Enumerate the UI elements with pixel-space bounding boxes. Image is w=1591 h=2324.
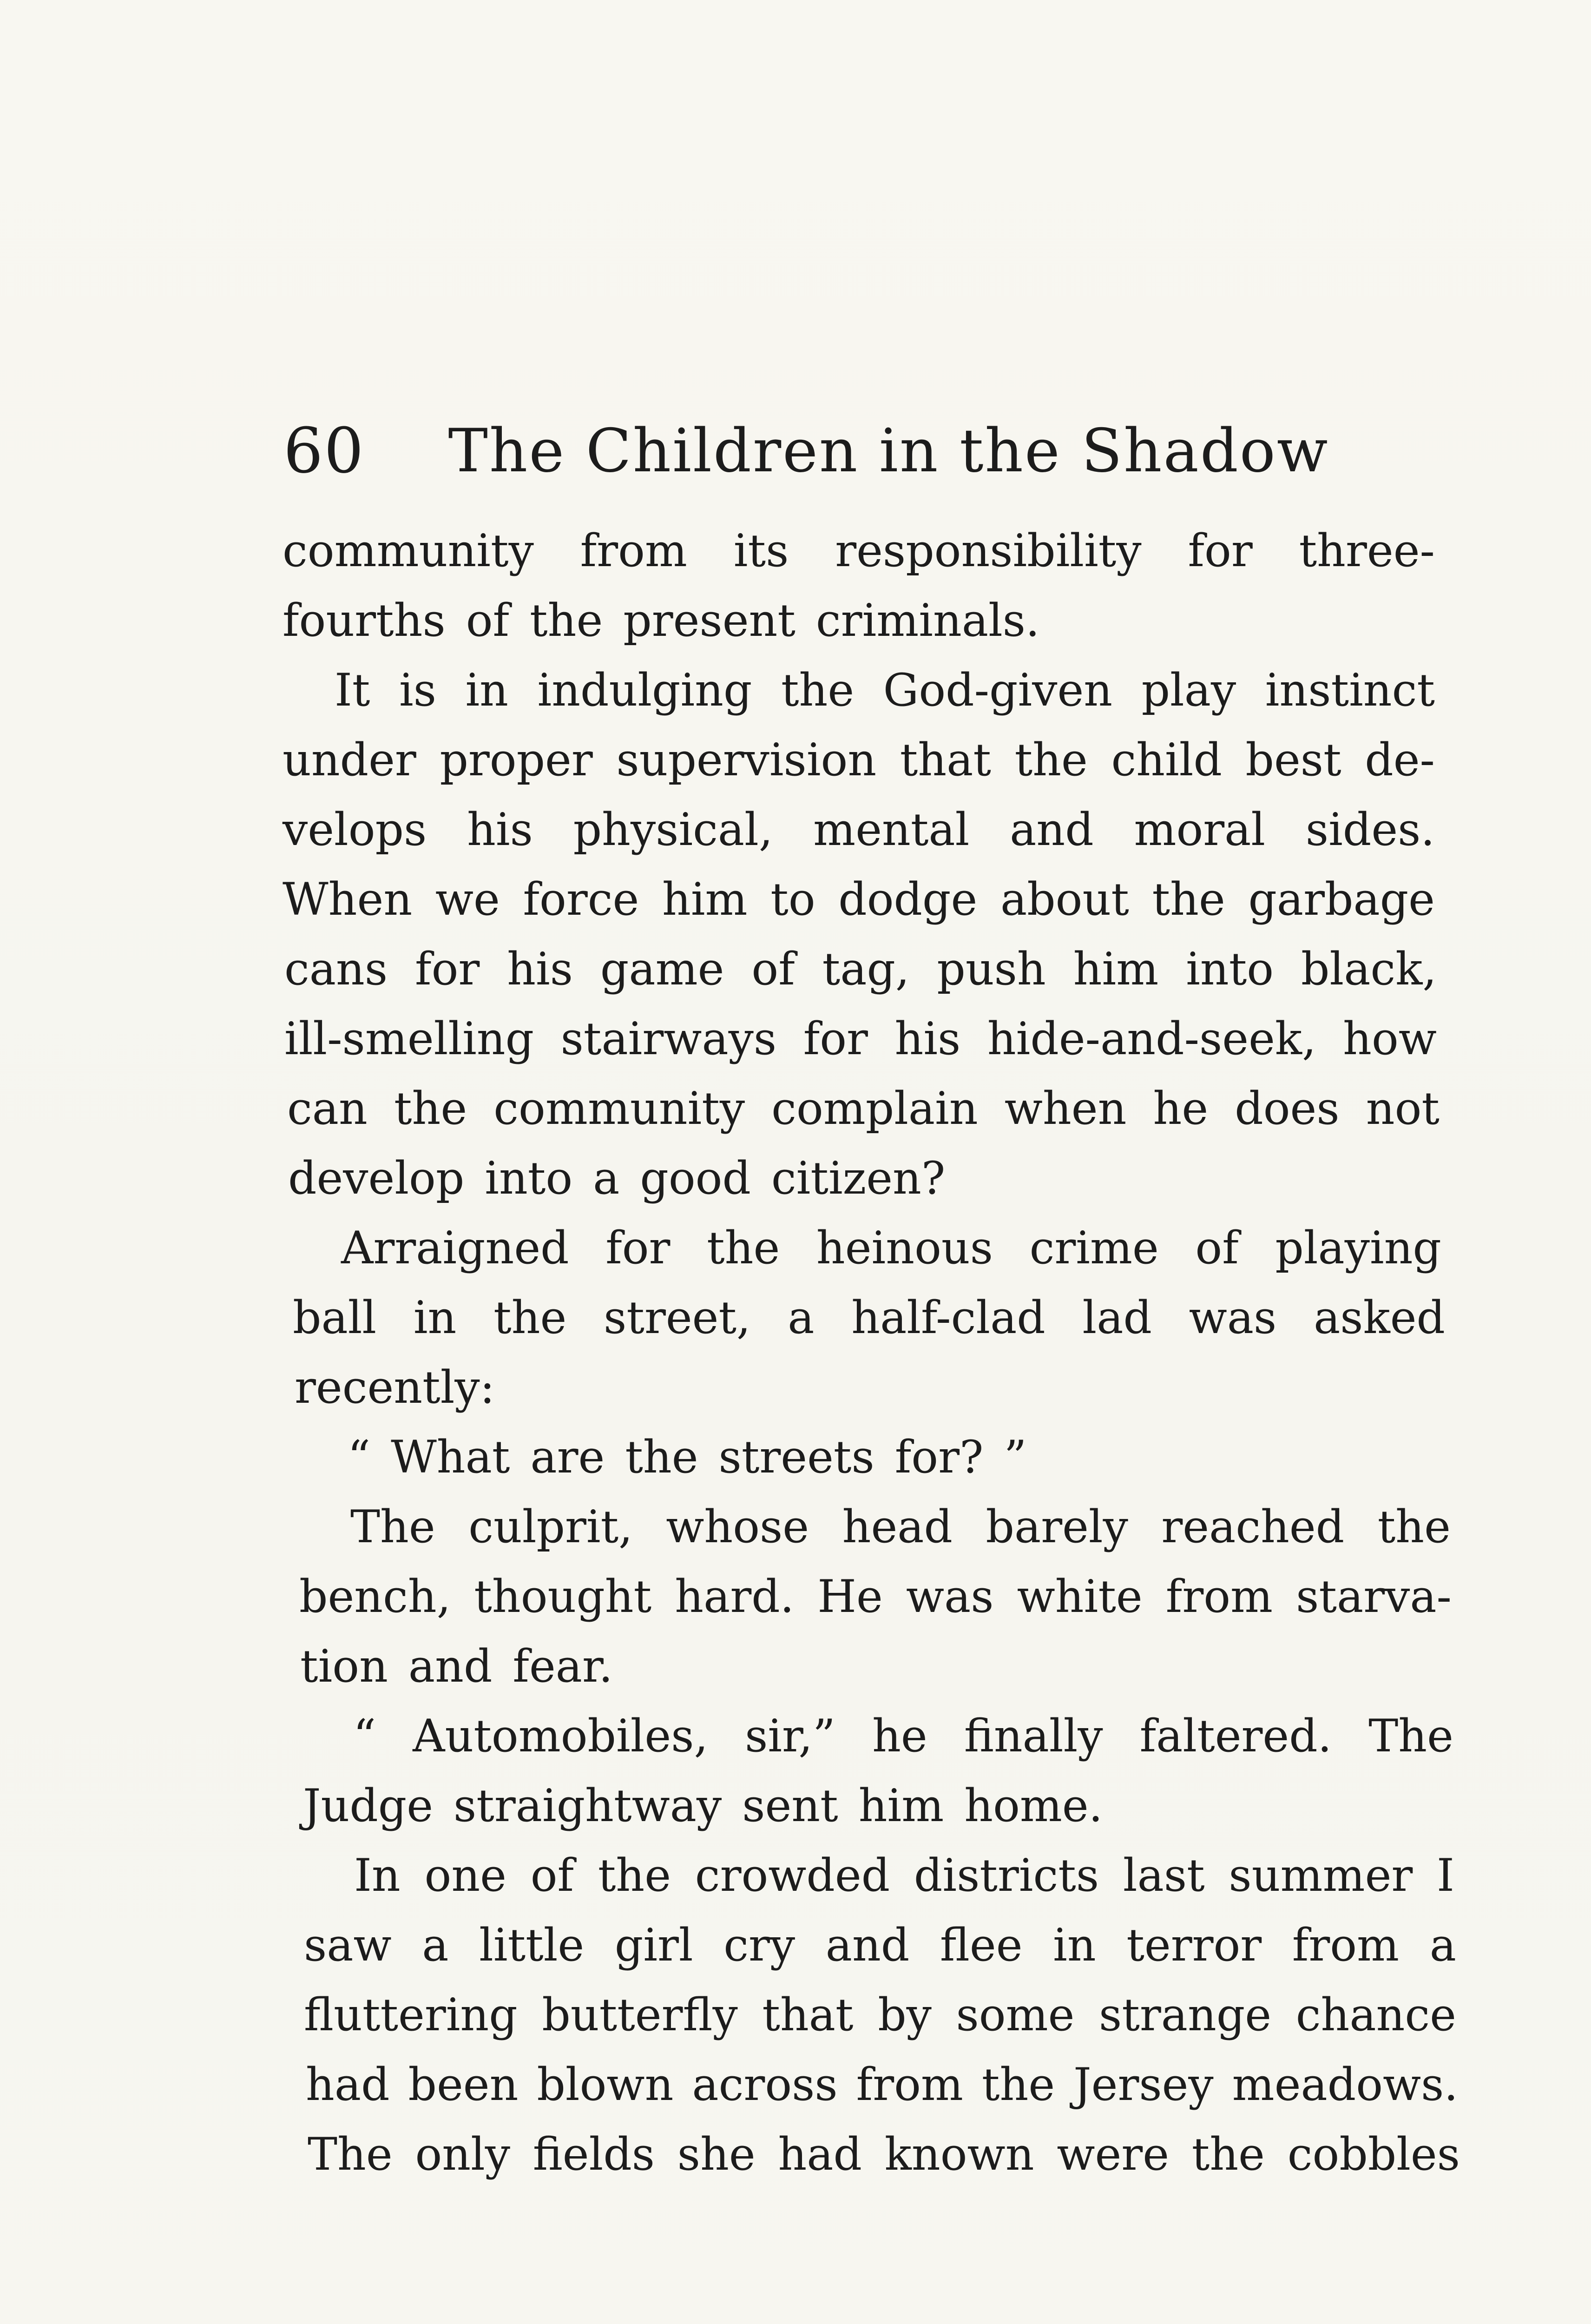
word: blown xyxy=(537,2059,674,2111)
word: barely xyxy=(986,1501,1128,1553)
word: only xyxy=(415,2128,510,2180)
text-line xyxy=(303,1771,1455,1841)
word: were xyxy=(1057,2128,1169,2180)
word: hide-and-seek, xyxy=(987,1013,1316,1065)
word: “ xyxy=(353,1710,376,1762)
word: crowded xyxy=(695,1849,890,1901)
word: develop xyxy=(288,1152,465,1204)
word: stairways xyxy=(560,1013,777,1065)
text-line xyxy=(283,586,1435,655)
word: the xyxy=(598,1849,671,1901)
word: does xyxy=(1235,1083,1340,1135)
word: citizen? xyxy=(771,1152,946,1204)
word: de- xyxy=(1365,734,1435,786)
word: Judge xyxy=(303,1780,434,1832)
word: in xyxy=(465,664,508,716)
word: girl xyxy=(614,1919,693,1971)
text-line xyxy=(284,1004,1437,1074)
word: been xyxy=(408,2059,519,2111)
word: little xyxy=(479,1919,585,1971)
word: from xyxy=(580,525,687,577)
text-line xyxy=(283,865,1435,934)
word: mental xyxy=(813,804,970,856)
word: supervision xyxy=(616,734,877,786)
word: hard. xyxy=(675,1571,795,1623)
word: heinous xyxy=(816,1222,993,1274)
word: when xyxy=(1004,1083,1127,1135)
word: a xyxy=(422,1919,449,1971)
word: for xyxy=(803,1013,868,1065)
text-line xyxy=(295,1353,1447,1422)
text-line xyxy=(283,795,1435,865)
text-line xyxy=(300,1631,1453,1701)
word: reached xyxy=(1161,1501,1345,1553)
word: fields xyxy=(533,2128,655,2180)
word: and xyxy=(408,1640,493,1692)
word: ill-smelling xyxy=(284,1013,534,1065)
word: tag, xyxy=(822,943,910,995)
word: to xyxy=(770,873,815,925)
word: his xyxy=(894,1013,961,1065)
word: a xyxy=(788,1292,815,1344)
word: sent xyxy=(742,1780,838,1832)
word: his xyxy=(507,943,573,995)
word: flee xyxy=(940,1919,1023,1971)
word: the xyxy=(781,664,855,716)
word: The xyxy=(1368,1710,1453,1762)
word: cobbles xyxy=(1287,2128,1460,2180)
word: whose xyxy=(666,1501,809,1553)
word: finally xyxy=(964,1710,1103,1762)
word: districts xyxy=(914,1849,1099,1901)
word: saw xyxy=(304,1919,392,1971)
page-header xyxy=(283,409,1436,493)
word: dodge xyxy=(838,873,978,925)
word: fluttering xyxy=(304,1989,518,2041)
word: lad xyxy=(1082,1292,1152,1344)
word: good xyxy=(640,1152,751,1204)
word: was xyxy=(906,1571,994,1623)
running-head: The Children in the Shadow xyxy=(448,416,1329,486)
word: last xyxy=(1123,1849,1205,1901)
word: for? xyxy=(894,1431,984,1483)
word: not xyxy=(1366,1083,1440,1135)
word: that xyxy=(900,734,991,786)
word: his xyxy=(467,804,533,856)
text-line xyxy=(348,1422,1500,1492)
word: by xyxy=(878,1989,932,2041)
word: he xyxy=(872,1710,927,1762)
word: sir,” xyxy=(745,1710,835,1762)
word: across xyxy=(692,2059,838,2111)
text-line xyxy=(288,1143,1440,1213)
word: ball xyxy=(293,1292,377,1344)
word: proper xyxy=(440,734,593,786)
word: bench, xyxy=(299,1571,451,1623)
word: that xyxy=(762,1989,854,2041)
word: was xyxy=(1189,1292,1277,1344)
text-line xyxy=(308,2119,1460,2189)
word: criminals. xyxy=(815,594,1040,647)
word: indulging xyxy=(537,664,752,716)
word: community xyxy=(493,1083,745,1135)
word: him xyxy=(662,873,748,925)
text-line xyxy=(283,516,1435,586)
word: three- xyxy=(1299,525,1435,577)
word: terror xyxy=(1126,1919,1262,1971)
text-line xyxy=(341,1213,1441,1283)
word: how xyxy=(1343,1013,1437,1065)
word: play xyxy=(1141,664,1236,716)
word: him xyxy=(858,1780,944,1832)
word: a xyxy=(593,1152,620,1204)
word: force xyxy=(523,873,639,925)
word: white xyxy=(1017,1571,1143,1623)
word: the xyxy=(1152,873,1225,925)
word: him xyxy=(1073,943,1159,995)
word: the xyxy=(530,594,603,647)
word: half-clad xyxy=(851,1292,1045,1344)
word: complain xyxy=(771,1083,978,1135)
word: known xyxy=(884,2128,1034,2180)
word: The xyxy=(350,1501,435,1553)
word: chance xyxy=(1295,1989,1456,2041)
word: under xyxy=(283,734,416,786)
word: starva- xyxy=(1296,1571,1452,1623)
text-line xyxy=(284,934,1437,1004)
word: are xyxy=(530,1431,605,1483)
text-line xyxy=(293,1283,1445,1353)
word: present xyxy=(623,594,796,647)
word: God-given xyxy=(883,664,1113,716)
text-line xyxy=(306,2050,1458,2119)
text-line xyxy=(299,1562,1452,1631)
word: the xyxy=(394,1083,467,1135)
word: summer xyxy=(1229,1849,1413,1901)
text-line xyxy=(353,1701,1453,1771)
word: the xyxy=(1377,1501,1451,1553)
word: I xyxy=(1437,1849,1454,1901)
word: child xyxy=(1111,734,1222,786)
text-line xyxy=(287,1074,1440,1143)
word: the xyxy=(493,1292,567,1344)
word: she xyxy=(677,2128,756,2180)
word: cry xyxy=(723,1919,796,1971)
word: had xyxy=(306,2059,390,2111)
word: from xyxy=(1292,1919,1400,1971)
word: tion xyxy=(300,1640,388,1692)
word: one xyxy=(424,1849,506,1901)
text-line xyxy=(283,725,1435,795)
word: the xyxy=(1014,734,1088,786)
word: crime xyxy=(1029,1222,1159,1274)
word: in xyxy=(413,1292,457,1344)
word: for xyxy=(1188,525,1253,577)
word: some xyxy=(956,1989,1075,2041)
word: thought xyxy=(474,1571,652,1623)
word: When xyxy=(283,873,413,925)
text-line xyxy=(304,1910,1456,1980)
word: Automobiles, xyxy=(413,1710,708,1762)
word: best xyxy=(1245,734,1341,786)
word: black, xyxy=(1301,943,1437,995)
word: In xyxy=(354,1849,401,1901)
page-number: 60 xyxy=(283,415,365,487)
word: about xyxy=(1000,873,1129,925)
word: culprit, xyxy=(468,1501,633,1553)
word: physical, xyxy=(573,804,773,856)
word: He xyxy=(817,1571,883,1623)
word: for xyxy=(605,1222,671,1274)
word: What xyxy=(391,1431,510,1483)
word: in xyxy=(1053,1919,1096,1971)
text-line xyxy=(354,1841,1454,1910)
word: cans xyxy=(284,943,388,995)
word: The xyxy=(308,2128,393,2180)
word: recently: xyxy=(295,1361,495,1413)
word: home. xyxy=(964,1780,1103,1832)
word: faltered. xyxy=(1139,1710,1332,1762)
word: game xyxy=(600,943,724,995)
word: and xyxy=(825,1919,910,1971)
word: of xyxy=(751,943,795,995)
word: the xyxy=(707,1222,780,1274)
word: straightway xyxy=(454,1780,722,1832)
word: into xyxy=(485,1152,573,1204)
word: for xyxy=(415,943,480,995)
word: garbage xyxy=(1248,873,1435,925)
word: had xyxy=(778,2128,862,2180)
word: he xyxy=(1153,1083,1209,1135)
word: of xyxy=(1195,1222,1239,1274)
word: sides. xyxy=(1305,804,1435,856)
word: playing xyxy=(1275,1222,1441,1274)
word: from xyxy=(1165,1571,1273,1623)
word: strange xyxy=(1099,1989,1272,2041)
word: ” xyxy=(1004,1431,1027,1483)
word: its xyxy=(733,525,789,577)
word: the xyxy=(1191,2128,1265,2180)
word: and xyxy=(1010,804,1094,856)
word: Arraigned xyxy=(341,1222,569,1274)
word: instinct xyxy=(1265,664,1435,716)
word: we xyxy=(435,873,500,925)
word: push xyxy=(937,943,1046,995)
word: meadows. xyxy=(1232,2059,1458,2111)
text-line xyxy=(350,1492,1451,1562)
word: from xyxy=(856,2059,963,2111)
word: of xyxy=(530,1849,574,1901)
word: asked xyxy=(1314,1292,1445,1344)
word: moral xyxy=(1134,804,1266,856)
word: a xyxy=(1429,1919,1456,1971)
word: streets xyxy=(718,1431,874,1483)
word: Jersey xyxy=(1073,2059,1214,2111)
word: It xyxy=(335,664,370,716)
word: fear. xyxy=(513,1640,613,1692)
word: the xyxy=(625,1431,698,1483)
word: velops xyxy=(283,804,427,856)
word: into xyxy=(1186,943,1274,995)
text-line xyxy=(304,1980,1456,2050)
word: head xyxy=(842,1501,953,1553)
word: “ xyxy=(348,1431,371,1483)
word: of xyxy=(466,594,510,647)
word: responsibility xyxy=(835,525,1142,577)
word: community xyxy=(283,525,534,577)
word: butterfly xyxy=(542,1989,738,2041)
word: the xyxy=(981,2059,1055,2111)
word: street, xyxy=(604,1292,751,1344)
word: is xyxy=(399,664,436,716)
word: can xyxy=(287,1083,368,1135)
word: fourths xyxy=(283,594,446,647)
text-line xyxy=(335,655,1435,725)
